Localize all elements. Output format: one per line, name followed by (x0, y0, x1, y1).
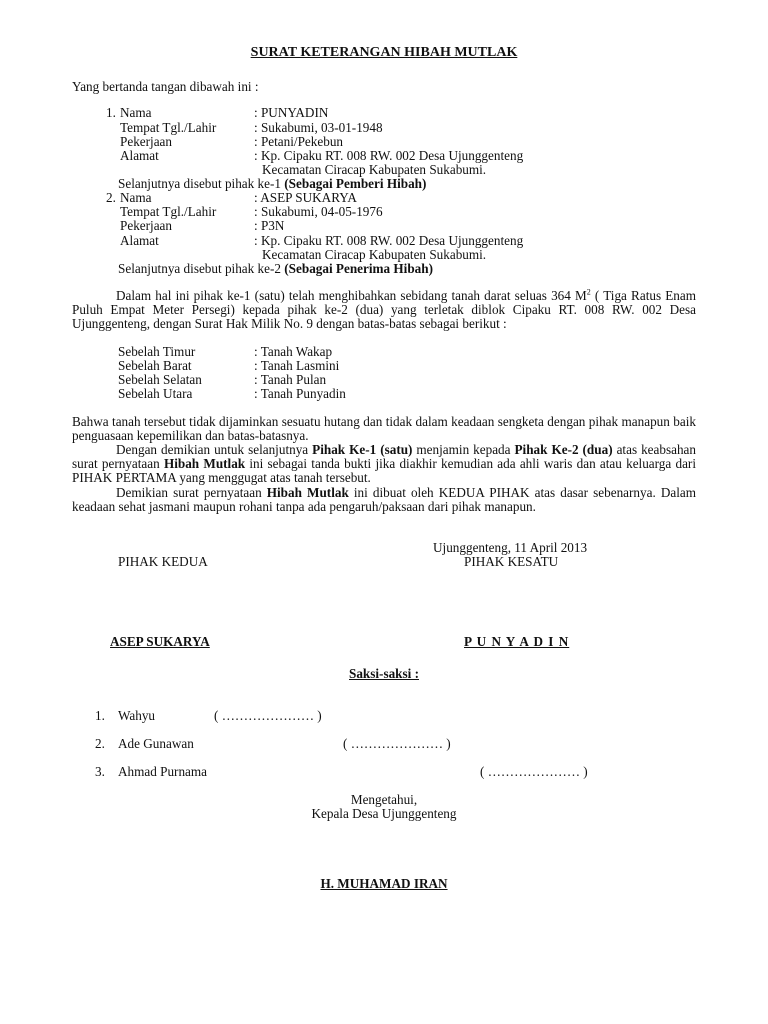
party-2-job: : P3N (254, 218, 285, 233)
grant-text-2: ( Tiga Ratus Enam Puluh Empat Meter Persegi) kepada pihak ke-2 (dua) yang terletak diblok Cipaku RT. 008 RW. 002 Desa Ujunggenteng, dengan Surat Hak Milik No. 9 dengan batas-batas sebagai berikut : (72, 288, 697, 331)
party-2-number: 2. (106, 190, 116, 205)
party-1-address-line-2: Kecamatan Ciracap Kabupaten Sukabumi. (262, 162, 487, 177)
village-head-title: Kepala Desa Ujunggenteng (311, 806, 457, 821)
guarantee-text-1: Dengan demikian untuk selanjutnya (116, 442, 313, 457)
party-2-role-prefix: Selanjutnya disebut pihak ke-2 (118, 261, 285, 276)
guarantee-text-3: atas keabsahan surat pernyataan (72, 442, 696, 471)
party-2-name: : ASEP SUKARYA (254, 190, 357, 205)
second-party-signature-name: ASEP SUKARYA (110, 634, 210, 649)
boundary-side: Sebelah Utara (118, 386, 193, 401)
party-2-address-line-1: : Kp. Cipaku RT. 008 RW. 002 Desa Ujunggenteng (254, 233, 524, 248)
guarantee-paragraph (72, 443, 696, 485)
second-party-label: PIHAK KEDUA (118, 554, 208, 569)
witness-signature-line: ( ………………… ) (480, 764, 588, 779)
first-party-signature-name: P U N Y A D I N (464, 634, 570, 649)
label-nama: Nama (120, 105, 152, 120)
witness-name: Ahmad Purnama (118, 764, 207, 779)
closing-bold-1: Hibah Mutlak (266, 485, 349, 500)
intro-text: Yang bertanda tangan dibawah ini : (72, 79, 259, 94)
guarantee-text-2: menjamin kepada (412, 442, 515, 457)
label-nama: Nama (120, 190, 152, 205)
label-ttl: Tempat Tgl./Lahir (120, 120, 217, 135)
witness-title: Saksi-saksi : (349, 666, 419, 681)
label-pekerjaan: Pekerjaan (120, 218, 172, 233)
boundary-value: : Tanah Wakap (254, 344, 333, 359)
party-2-birth: : Sukabumi, 04-05-1976 (254, 204, 383, 219)
village-head-name: H. MUHAMAD IRAN (320, 876, 448, 891)
grant-paragraph (72, 289, 696, 331)
party-2-role-bold: (Sebagai Penerima Hibah) (284, 261, 434, 276)
party-1-role-prefix: Selanjutnya disebut pihak ke-1 (118, 176, 285, 191)
party-1-role (118, 177, 426, 191)
label-ttl: Tempat Tgl./Lahir (120, 204, 217, 219)
boundary-side: Sebelah Barat (118, 358, 192, 373)
acknowledge-text: Mengetahui, (350, 792, 418, 807)
guarantee-bold-3: Hibah Mutlak (163, 456, 246, 471)
witness-number: 3. (95, 764, 105, 779)
boundary-value: : Tanah Lasmini (254, 358, 340, 373)
label-alamat: Alamat (120, 233, 159, 248)
party-1-birth: : Sukabumi, 03-01-1948 (254, 120, 383, 135)
witness-number: 2. (95, 736, 105, 751)
guarantee-bold-1: Pihak Ke-1 (satu) (312, 442, 413, 457)
closing-paragraph (72, 486, 696, 514)
grant-superscript: 2 (586, 287, 591, 297)
witness-name: Ade Gunawan (118, 736, 194, 751)
party-1-role-bold: (Sebagai Pemberi Hibah) (284, 176, 427, 191)
grant-text-1: Dalam hal ini pihak ke-1 (satu) telah menghibahkan sebidang tanah darat seluas 364 M (116, 288, 587, 303)
closing-text-2: ini dibuat oleh KEDUA PIHAK atas dasar sebenarnya. Dalam keadaan sehat jasmani maupun rohani tanpa ada pengaruh/paksaan dari pihak manapun. (72, 485, 696, 514)
witness-number: 1. (95, 708, 105, 723)
place-date: Ujunggenteng, 11 April 2013 (433, 540, 588, 555)
party-2-address-line-2: Kecamatan Ciracap Kabupaten Sukabumi. (262, 247, 487, 262)
label-pekerjaan: Pekerjaan (120, 134, 172, 149)
party-1-address-line-1: : Kp. Cipaku RT. 008 RW. 002 Desa Ujunggenteng (254, 148, 524, 163)
witness-signature-line: ( ………………… ) (214, 708, 322, 723)
boundary-side: Sebelah Timur (118, 344, 196, 359)
party-1-job: : Petani/Pekebun (254, 134, 344, 149)
witness-name: Wahyu (118, 708, 156, 723)
closing-text-1: Demikian surat pernyataan (116, 485, 267, 500)
status-paragraph: Bahwa tanah tersebut tidak dijaminkan sesuatu hutang dan tidak dalam keadaan sengketa dengan pihak manapun baik penguasaan kepemilikan dan batas-batasnya. (72, 414, 696, 443)
boundary-side: Sebelah Selatan (118, 372, 202, 387)
guarantee-bold-2: Pihak Ke-2 (dua) (514, 442, 613, 457)
guarantee-text-4: ini sebagai tanda bukti jika diakhir kemudian ada ahli waris dan atau keluarga dari PIHAK PERTAMA yang menggugat atas tanah tersebut. (72, 456, 696, 485)
label-alamat: Alamat (120, 148, 159, 163)
document-title: SURAT KETERANGAN HIBAH MUTLAK (250, 45, 518, 60)
party-2-role (118, 262, 433, 276)
first-party-label: PIHAK KESATU (464, 554, 559, 569)
party-1-name: : PUNYADIN (254, 105, 329, 120)
witness-signature-line: ( ………………… ) (343, 736, 451, 751)
boundary-value: : Tanah Punyadin (254, 386, 346, 401)
party-1-number: 1. (106, 105, 116, 120)
boundary-value: : Tanah Pulan (254, 372, 327, 387)
